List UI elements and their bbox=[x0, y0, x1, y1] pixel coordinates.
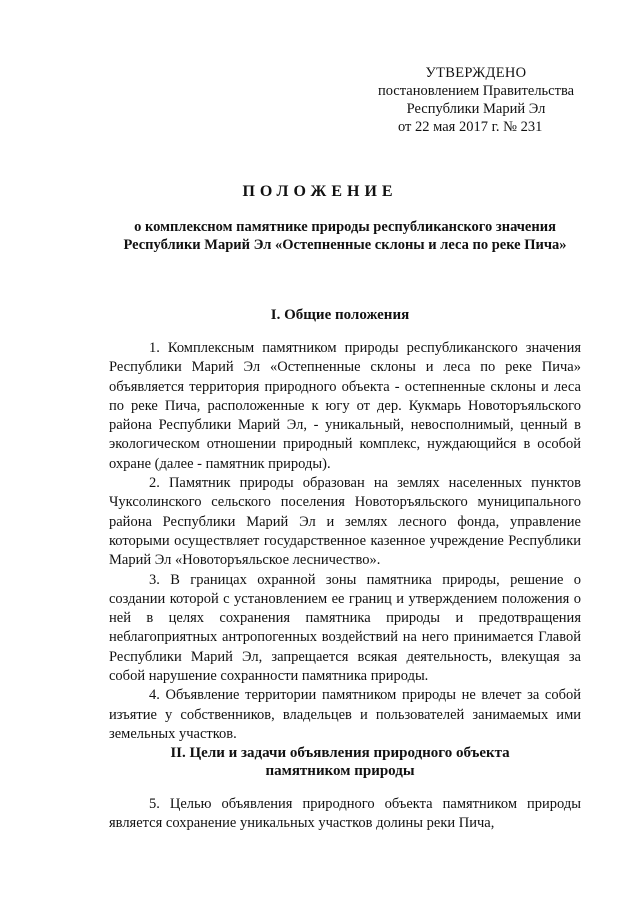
paragraph: 2. Памятник природы образован на землях населенных пунктов Чуксолинского сельского поселения Новоторъяльского муниципального района Республики Марий Эл и землях лесного фонда, управление которыми осуществляет государственное казенное учреждение Республики Марий Эл «Новоторъяльское лесничество». bbox=[109, 475, 581, 569]
section-heading: I. Общие положения bbox=[270, 307, 410, 323]
approval-stamp bbox=[376, 64, 576, 136]
section-body bbox=[109, 795, 581, 834]
approval-line: Республики Марий Эл bbox=[406, 101, 546, 117]
section-heading bbox=[100, 744, 580, 780]
paragraph: 1. Комплексным памятником природы республиканского значения Республики Марий Эл «Остепненные склоны и леса по реке Пича» объявляется территория природного объекта - остепненные склоны и леса по реке Пича, расположенные к югу от дер. Кукмарь Новоторъяльского района Республики Марий Эл, - уникальный, невосполнимый, ценный в экологическом отношении природный комплекс, нуждающийся в особой охране (далее - памятник природы). bbox=[109, 340, 581, 472]
document-title: ПОЛОЖЕНИЕ bbox=[242, 183, 398, 200]
subtitle-line: о комплексном памятнике природы республиканского значения bbox=[134, 219, 556, 235]
heading-line: памятником природы bbox=[265, 763, 415, 779]
document-subtitle bbox=[110, 218, 580, 254]
heading-line: II. Цели и задачи объявления природного объекта bbox=[170, 745, 510, 761]
paragraph: 4. Объявление территории памятником природы не влечет за собой изъятие у собственников, владельцев и пользователей занимаемых ими земельных участков. bbox=[109, 687, 581, 742]
approval-line: постановлением Правительства bbox=[377, 83, 575, 99]
approval-title: УТВЕРЖДЕНО bbox=[425, 65, 527, 81]
paragraph: 5. Целью объявления природного объекта памятником природы является сохранение уникальных участков долины реки Пича, bbox=[109, 796, 581, 832]
approval-date: от 22 мая 2017 г. № 231 bbox=[398, 119, 543, 135]
subtitle-line: Республики Марий Эл «Остепненные склоны и леса по реке Пича» bbox=[123, 237, 567, 253]
paragraph: 3. В границах охранной зоны памятника природы, решение о создании которой с установлением ее границ и утверждением положения о ней в целях сохранения памятника природы и предотвращения неблагоприятных антропогенных воздействий на него принимается Главой Республики Марий Эл, запрещается всякая деятельность, влекущая за собой нарушение сохранности памятника природы. bbox=[109, 571, 581, 685]
section-body bbox=[109, 339, 581, 744]
